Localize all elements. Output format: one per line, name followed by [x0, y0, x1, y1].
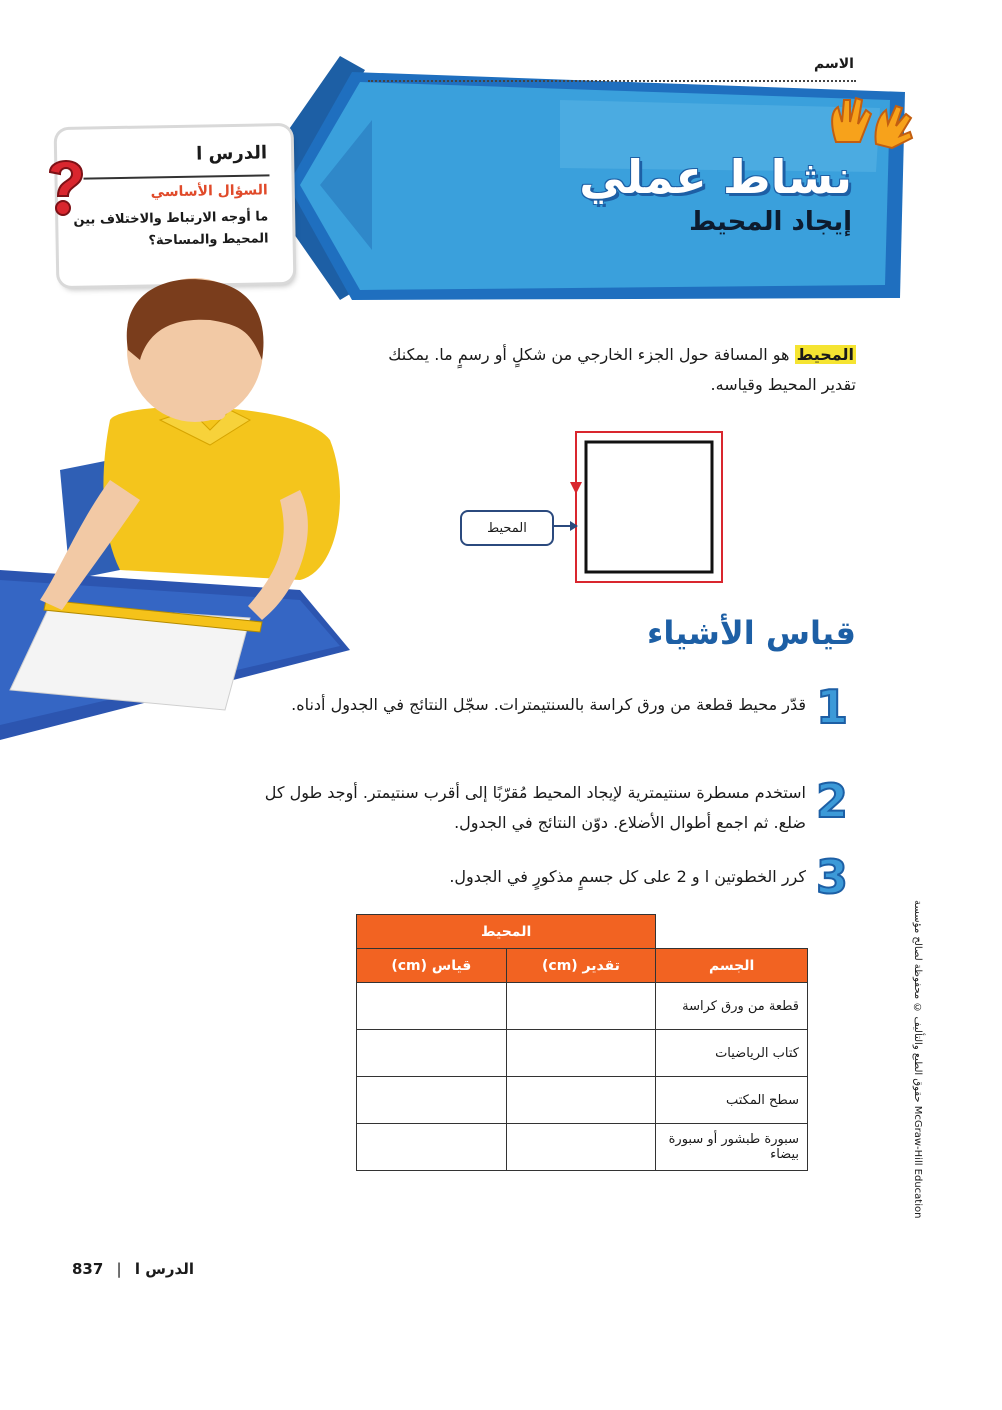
definition-text: هو المسافة حول الجزء الخارجي من شكلٍ أو رسمٍ ما. يمكنك تقدير المحيط وقياسه. [388, 345, 856, 394]
col-header-object: الجسم [656, 949, 808, 983]
measure-cell[interactable] [357, 1124, 507, 1171]
row-object: سبورة طبشور أو سبورة بيضاء [656, 1124, 808, 1171]
essential-question-label: السؤال الأساسي [150, 182, 268, 201]
estimate-cell[interactable] [506, 1030, 656, 1077]
step-2-text: استخدم مسطرة سنتيمترية لإيجاد المحيط مُقرّبًا إلى أقرب سنتيمتر. أوجد طول كل ضلع. ثم اجمع أطوال الأضلاع. دوّن النتائج في الجدول. [264, 783, 806, 832]
perimeter-definition [376, 340, 856, 400]
divider [83, 174, 269, 179]
activity-subtitle: إيجاد المحيط [689, 207, 852, 237]
copyright-note: حقوق الطبع والتأليف © محفوظة لصالح مؤسسة McGraw-Hill Education [912, 900, 923, 1219]
estimate-cell[interactable] [506, 1077, 656, 1124]
student-measuring-illustration [0, 270, 360, 750]
measure-cell[interactable] [357, 983, 507, 1030]
table-row [357, 1124, 808, 1171]
row-object: كتاب الرياضيات [656, 1030, 808, 1077]
perimeter-square-diagram [552, 428, 732, 588]
step-2-number: 2 [815, 774, 848, 828]
page-footer: 837 | الدرس ا [72, 1260, 194, 1278]
name-field-line[interactable] [368, 80, 856, 82]
name-label: الاسم [814, 56, 854, 72]
table-row [357, 983, 808, 1030]
estimate-cell[interactable] [506, 1124, 656, 1171]
step-1-number: 1 [815, 680, 848, 734]
row-object: قطعة من ورق كراسة [656, 983, 808, 1030]
hands-icon [826, 92, 916, 152]
step-1-text: قدّر محيط قطعة من ورق كراسة بالسنتيمترات. سجّل النتائج في الجدول أدناه. [291, 695, 806, 714]
section-heading: قياس الأشياء [646, 614, 856, 652]
lesson-title: الدرس ا [195, 142, 268, 165]
col-header-estimate: تقدير (cm) [506, 949, 656, 983]
step-3-text: كرر الخطوتين ا و 2 على كل جسمٍ مذكورٍ في الجدول. [449, 867, 806, 886]
step-3-number: 3 [815, 850, 848, 904]
col-header-measure: قياس (cm) [357, 949, 507, 983]
measure-cell[interactable] [357, 1030, 507, 1077]
activity-title: نشاط عملي [579, 150, 852, 204]
footer-lesson-label: الدرس ا [134, 1260, 194, 1278]
measure-cell[interactable] [357, 1077, 507, 1124]
definition-term: المحيط [796, 345, 854, 364]
table-group-header: المحيط [357, 915, 656, 949]
table-row [357, 1030, 808, 1077]
estimate-cell[interactable] [506, 983, 656, 1030]
row-object: سطح المكتب [656, 1077, 808, 1124]
table-row [357, 1077, 808, 1124]
perimeter-callout-label: المحيط [460, 510, 554, 546]
essential-question-text: ما أوجه الارتباط والاختلاف بين المحيط والمساحة؟ [73, 209, 269, 249]
lesson-card [57, 126, 294, 286]
page-number: 837 [72, 1260, 104, 1278]
question-mark-icon [40, 154, 90, 218]
perimeter-table [356, 914, 808, 1171]
